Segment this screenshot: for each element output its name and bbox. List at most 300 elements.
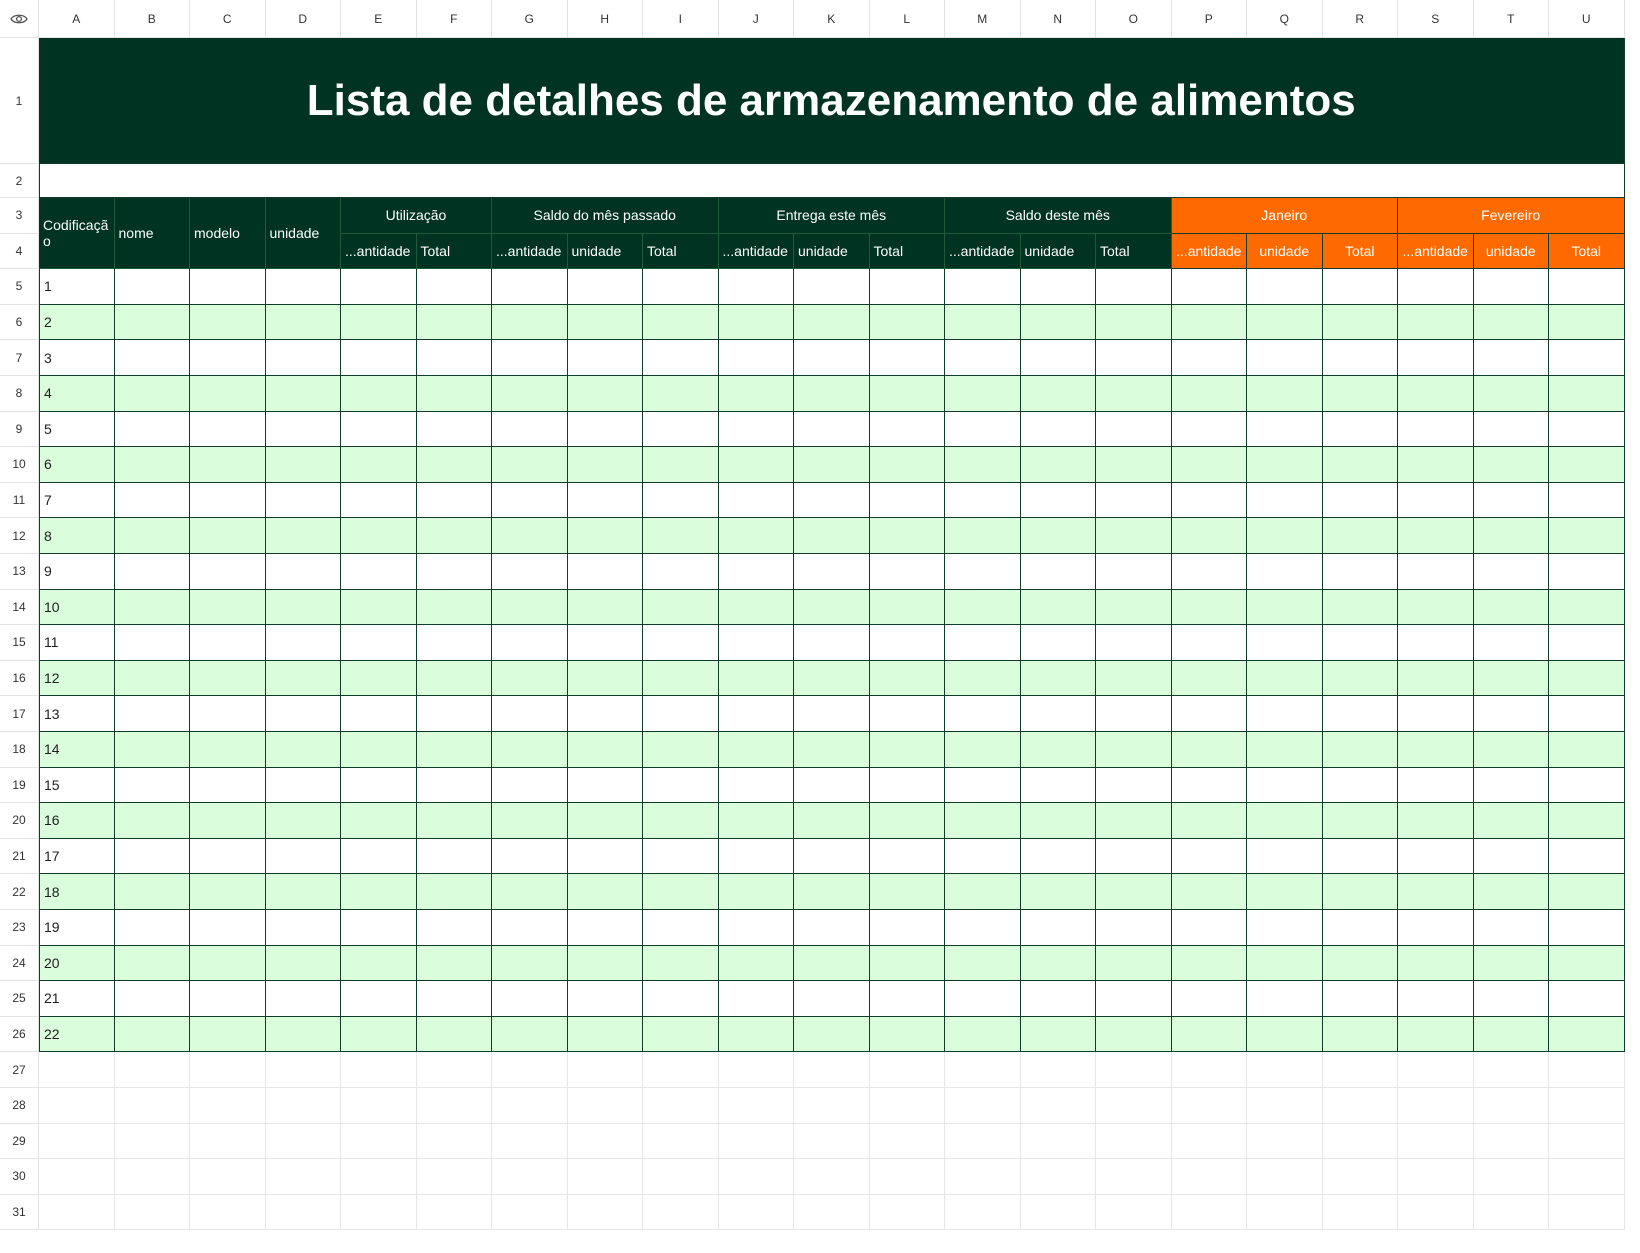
data-cell[interactable]	[794, 340, 870, 376]
data-cell[interactable]	[945, 1017, 1021, 1053]
data-cell[interactable]	[1247, 874, 1323, 910]
data-cell[interactable]	[190, 412, 266, 448]
row-header-16[interactable]: 16	[0, 661, 39, 697]
data-cell[interactable]	[719, 981, 795, 1017]
grid-cell[interactable]	[492, 1159, 568, 1195]
subheader-total[interactable]: Total	[870, 234, 946, 270]
data-cell[interactable]	[266, 590, 342, 626]
row-header-12[interactable]: 12	[0, 518, 39, 554]
data-cell[interactable]	[341, 1017, 417, 1053]
data-cell[interactable]	[1021, 518, 1097, 554]
data-cell[interactable]	[568, 483, 644, 519]
data-cell[interactable]	[492, 946, 568, 982]
data-cell[interactable]	[719, 803, 795, 839]
data-cell[interactable]	[1398, 447, 1474, 483]
data-cell[interactable]	[266, 803, 342, 839]
grid-cell[interactable]	[945, 1052, 1021, 1088]
grid-cell[interactable]	[115, 1159, 191, 1195]
grid-cell[interactable]	[1247, 1159, 1323, 1195]
data-cell[interactable]	[1549, 839, 1625, 875]
data-cell[interactable]	[568, 946, 644, 982]
data-cell[interactable]	[1172, 803, 1248, 839]
grid-cell[interactable]	[190, 1195, 266, 1231]
data-cell[interactable]	[1021, 946, 1097, 982]
data-cell[interactable]	[417, 518, 493, 554]
data-cell[interactable]	[115, 661, 191, 697]
data-cell[interactable]	[341, 981, 417, 1017]
data-cell[interactable]	[417, 803, 493, 839]
data-cell[interactable]	[1474, 590, 1550, 626]
data-cell[interactable]	[1474, 803, 1550, 839]
data-cell[interactable]	[643, 874, 719, 910]
grid-cell[interactable]	[568, 1088, 644, 1124]
data-cell[interactable]	[1247, 946, 1323, 982]
data-cell[interactable]	[417, 661, 493, 697]
data-cell[interactable]	[1247, 1017, 1323, 1053]
data-cell[interactable]	[341, 483, 417, 519]
data-cell[interactable]	[1021, 803, 1097, 839]
data-cell[interactable]	[1323, 447, 1399, 483]
data-cell[interactable]	[568, 376, 644, 412]
row-header-10[interactable]: 10	[0, 447, 39, 483]
data-cell[interactable]	[870, 340, 946, 376]
data-cell[interactable]	[1474, 483, 1550, 519]
data-cell[interactable]	[341, 269, 417, 305]
data-cell[interactable]	[643, 1017, 719, 1053]
data-cell[interactable]	[341, 376, 417, 412]
grid-cell[interactable]	[568, 1052, 644, 1088]
grid-cell[interactable]	[115, 1124, 191, 1160]
data-cell[interactable]	[492, 340, 568, 376]
data-cell[interactable]	[1021, 732, 1097, 768]
grid-cell[interactable]	[1096, 1052, 1172, 1088]
subheader-unidade[interactable]: unidade	[1021, 234, 1097, 270]
data-cell[interactable]	[1549, 910, 1625, 946]
data-cell[interactable]	[190, 590, 266, 626]
data-cell[interactable]	[568, 412, 644, 448]
data-cell[interactable]	[266, 768, 342, 804]
data-cell[interactable]	[1096, 269, 1172, 305]
grid-cell[interactable]	[341, 1052, 417, 1088]
data-cell[interactable]	[1398, 874, 1474, 910]
data-cell[interactable]	[341, 910, 417, 946]
data-cell[interactable]	[1549, 696, 1625, 732]
code-cell[interactable]: 9	[39, 554, 115, 590]
data-cell[interactable]	[417, 483, 493, 519]
data-cell[interactable]	[870, 661, 946, 697]
data-cell[interactable]	[870, 590, 946, 626]
data-cell[interactable]	[643, 447, 719, 483]
data-cell[interactable]	[794, 732, 870, 768]
data-cell[interactable]	[492, 874, 568, 910]
data-cell[interactable]	[190, 554, 266, 590]
grid-cell[interactable]	[870, 1195, 946, 1231]
data-cell[interactable]	[719, 483, 795, 519]
data-cell[interactable]	[794, 554, 870, 590]
grid-cell[interactable]	[341, 1088, 417, 1124]
data-cell[interactable]	[266, 874, 342, 910]
data-cell[interactable]	[492, 447, 568, 483]
data-cell[interactable]	[1172, 696, 1248, 732]
data-cell[interactable]	[794, 768, 870, 804]
data-cell[interactable]	[1021, 447, 1097, 483]
data-cell[interactable]	[190, 518, 266, 554]
sheet-title[interactable]: Lista de detalhes de armazenamento de alimentos	[39, 38, 1625, 164]
data-cell[interactable]	[190, 910, 266, 946]
code-cell[interactable]: 19	[39, 910, 115, 946]
grid-cell[interactable]	[1021, 1088, 1097, 1124]
grid-cell[interactable]	[568, 1195, 644, 1231]
data-cell[interactable]	[190, 981, 266, 1017]
data-cell[interactable]	[1474, 981, 1550, 1017]
grid-cell[interactable]	[1323, 1195, 1399, 1231]
data-cell[interactable]	[190, 305, 266, 341]
data-cell[interactable]	[1549, 483, 1625, 519]
data-cell[interactable]	[1247, 590, 1323, 626]
grid-cell[interactable]	[1172, 1195, 1248, 1231]
grid-cell[interactable]	[1323, 1052, 1399, 1088]
grid-cell[interactable]	[1549, 1159, 1625, 1195]
data-cell[interactable]	[945, 946, 1021, 982]
grid-cell[interactable]	[719, 1088, 795, 1124]
data-cell[interactable]	[568, 732, 644, 768]
data-cell[interactable]	[1021, 590, 1097, 626]
data-cell[interactable]	[1172, 412, 1248, 448]
data-cell[interactable]	[417, 625, 493, 661]
row-header-8[interactable]: 8	[0, 376, 39, 412]
data-cell[interactable]	[417, 447, 493, 483]
data-cell[interactable]	[492, 696, 568, 732]
data-cell[interactable]	[643, 269, 719, 305]
data-cell[interactable]	[1474, 554, 1550, 590]
data-cell[interactable]	[870, 696, 946, 732]
data-cell[interactable]	[794, 376, 870, 412]
data-cell[interactable]	[1474, 661, 1550, 697]
data-cell[interactable]	[1096, 803, 1172, 839]
row-header-21[interactable]: 21	[0, 839, 39, 875]
column-header-k[interactable]: K	[794, 0, 870, 38]
data-cell[interactable]	[341, 305, 417, 341]
grid-cell[interactable]	[719, 1124, 795, 1160]
data-cell[interactable]	[1021, 696, 1097, 732]
subheader-total[interactable]: Total	[1549, 234, 1625, 270]
code-cell[interactable]: 7	[39, 483, 115, 519]
data-cell[interactable]	[417, 874, 493, 910]
row-header-2[interactable]: 2	[0, 164, 39, 198]
data-cell[interactable]	[1021, 554, 1097, 590]
data-cell[interactable]	[568, 590, 644, 626]
column-header-f[interactable]: F	[417, 0, 493, 38]
data-cell[interactable]	[719, 661, 795, 697]
data-cell[interactable]	[1323, 768, 1399, 804]
grid-cell[interactable]	[1021, 1159, 1097, 1195]
data-cell[interactable]	[417, 981, 493, 1017]
grid-cell[interactable]	[115, 1088, 191, 1124]
row-header-1[interactable]: 1	[0, 38, 39, 164]
column-header-p[interactable]: P	[1172, 0, 1248, 38]
grid-cell[interactable]	[870, 1052, 946, 1088]
data-cell[interactable]	[870, 768, 946, 804]
data-cell[interactable]	[945, 590, 1021, 626]
code-cell[interactable]: 10	[39, 590, 115, 626]
data-cell[interactable]	[794, 1017, 870, 1053]
grid-cell[interactable]	[1398, 1159, 1474, 1195]
code-cell[interactable]: 20	[39, 946, 115, 982]
data-cell[interactable]	[719, 946, 795, 982]
grid-cell[interactable]	[266, 1088, 342, 1124]
data-cell[interactable]	[1096, 447, 1172, 483]
data-cell[interactable]	[945, 732, 1021, 768]
data-cell[interactable]	[1021, 874, 1097, 910]
data-cell[interactable]	[1323, 376, 1399, 412]
data-cell[interactable]	[643, 376, 719, 412]
data-cell[interactable]	[266, 696, 342, 732]
grid-cell[interactable]	[39, 1124, 115, 1160]
data-cell[interactable]	[115, 839, 191, 875]
data-cell[interactable]	[1549, 305, 1625, 341]
data-cell[interactable]	[190, 376, 266, 412]
data-cell[interactable]	[794, 910, 870, 946]
data-cell[interactable]	[1247, 305, 1323, 341]
data-cell[interactable]	[115, 447, 191, 483]
grid-cell[interactable]	[719, 1052, 795, 1088]
grid-cell[interactable]	[568, 1159, 644, 1195]
data-cell[interactable]	[417, 269, 493, 305]
data-cell[interactable]	[1172, 661, 1248, 697]
subheader-total[interactable]: Total	[417, 234, 493, 270]
data-cell[interactable]	[719, 269, 795, 305]
data-cell[interactable]	[870, 874, 946, 910]
data-cell[interactable]	[719, 768, 795, 804]
data-cell[interactable]	[719, 412, 795, 448]
data-cell[interactable]	[1398, 1017, 1474, 1053]
grid-cell[interactable]	[39, 1088, 115, 1124]
column-header-o[interactable]: O	[1096, 0, 1172, 38]
data-cell[interactable]	[1323, 412, 1399, 448]
data-cell[interactable]	[1323, 732, 1399, 768]
data-cell[interactable]	[870, 946, 946, 982]
grid-cell[interactable]	[643, 1052, 719, 1088]
data-cell[interactable]	[945, 696, 1021, 732]
data-cell[interactable]	[115, 554, 191, 590]
grid-cell[interactable]	[568, 1124, 644, 1160]
blank-row[interactable]	[39, 164, 1625, 198]
header-group-janeiro[interactable]: Janeiro	[1172, 198, 1399, 234]
data-cell[interactable]	[1474, 269, 1550, 305]
data-cell[interactable]	[945, 981, 1021, 1017]
grid-cell[interactable]	[794, 1052, 870, 1088]
data-cell[interactable]	[568, 1017, 644, 1053]
grid-cell[interactable]	[1398, 1124, 1474, 1160]
data-cell[interactable]	[341, 696, 417, 732]
data-cell[interactable]	[1172, 732, 1248, 768]
data-cell[interactable]	[1323, 803, 1399, 839]
data-cell[interactable]	[1398, 839, 1474, 875]
grid-cell[interactable]	[1398, 1052, 1474, 1088]
data-cell[interactable]	[115, 732, 191, 768]
grid-cell[interactable]	[1247, 1124, 1323, 1160]
data-cell[interactable]	[1021, 483, 1097, 519]
data-cell[interactable]	[719, 696, 795, 732]
grid-cell[interactable]	[1096, 1195, 1172, 1231]
data-cell[interactable]	[870, 305, 946, 341]
grid-cell[interactable]	[794, 1088, 870, 1124]
grid-cell[interactable]	[1172, 1159, 1248, 1195]
header-group-utilizacao[interactable]: Utilização	[341, 198, 492, 234]
data-cell[interactable]	[1323, 661, 1399, 697]
data-cell[interactable]	[643, 625, 719, 661]
data-cell[interactable]	[115, 803, 191, 839]
data-cell[interactable]	[794, 661, 870, 697]
subheader-quantidade[interactable]: ...antidade	[1398, 234, 1474, 270]
data-cell[interactable]	[266, 305, 342, 341]
data-cell[interactable]	[870, 839, 946, 875]
data-cell[interactable]	[341, 732, 417, 768]
data-cell[interactable]	[190, 269, 266, 305]
data-cell[interactable]	[794, 269, 870, 305]
row-header-27[interactable]: 27	[0, 1052, 39, 1088]
column-header-h[interactable]: H	[568, 0, 644, 38]
column-header-n[interactable]: N	[1021, 0, 1097, 38]
data-cell[interactable]	[945, 412, 1021, 448]
data-cell[interactable]	[643, 590, 719, 626]
data-cell[interactable]	[190, 946, 266, 982]
data-cell[interactable]	[719, 732, 795, 768]
grid-cell[interactable]	[1549, 1088, 1625, 1124]
data-cell[interactable]	[1398, 590, 1474, 626]
data-cell[interactable]	[115, 305, 191, 341]
data-cell[interactable]	[794, 447, 870, 483]
data-cell[interactable]	[1474, 340, 1550, 376]
data-cell[interactable]	[1398, 376, 1474, 412]
data-cell[interactable]	[1549, 768, 1625, 804]
code-cell[interactable]: 16	[39, 803, 115, 839]
grid-cell[interactable]	[794, 1124, 870, 1160]
data-cell[interactable]	[1021, 412, 1097, 448]
data-cell[interactable]	[190, 447, 266, 483]
row-header-13[interactable]: 13	[0, 554, 39, 590]
grid-cell[interactable]	[39, 1159, 115, 1195]
grid-cell[interactable]	[945, 1124, 1021, 1160]
code-cell[interactable]: 21	[39, 981, 115, 1017]
data-cell[interactable]	[417, 590, 493, 626]
grid-cell[interactable]	[794, 1195, 870, 1231]
grid-cell[interactable]	[1549, 1052, 1625, 1088]
data-cell[interactable]	[115, 946, 191, 982]
data-cell[interactable]	[1172, 981, 1248, 1017]
grid-cell[interactable]	[643, 1159, 719, 1195]
grid-cell[interactable]	[1247, 1195, 1323, 1231]
data-cell[interactable]	[1247, 483, 1323, 519]
data-cell[interactable]	[719, 518, 795, 554]
data-cell[interactable]	[1474, 874, 1550, 910]
data-cell[interactable]	[417, 305, 493, 341]
grid-cell[interactable]	[1474, 1088, 1550, 1124]
grid-cell[interactable]	[190, 1159, 266, 1195]
data-cell[interactable]	[945, 839, 1021, 875]
grid-cell[interactable]	[1323, 1124, 1399, 1160]
data-cell[interactable]	[115, 483, 191, 519]
data-cell[interactable]	[1021, 1017, 1097, 1053]
code-cell[interactable]: 12	[39, 661, 115, 697]
data-cell[interactable]	[1549, 340, 1625, 376]
data-cell[interactable]	[568, 981, 644, 1017]
data-cell[interactable]	[492, 803, 568, 839]
data-cell[interactable]	[266, 981, 342, 1017]
grid-cell[interactable]	[719, 1159, 795, 1195]
subheader-quantidade[interactable]: ...antidade	[341, 234, 417, 270]
subheader-unidade[interactable]: unidade	[794, 234, 870, 270]
data-cell[interactable]	[945, 269, 1021, 305]
data-cell[interactable]	[266, 554, 342, 590]
data-cell[interactable]	[266, 946, 342, 982]
data-cell[interactable]	[1398, 625, 1474, 661]
data-cell[interactable]	[1172, 946, 1248, 982]
grid-cell[interactable]	[266, 1052, 342, 1088]
data-cell[interactable]	[341, 803, 417, 839]
row-header-31[interactable]: 31	[0, 1195, 39, 1231]
grid-cell[interactable]	[1474, 1159, 1550, 1195]
data-cell[interactable]	[1398, 732, 1474, 768]
data-cell[interactable]	[115, 340, 191, 376]
data-cell[interactable]	[1323, 839, 1399, 875]
data-cell[interactable]	[1021, 625, 1097, 661]
grid-cell[interactable]	[1549, 1124, 1625, 1160]
grid-cell[interactable]	[1021, 1195, 1097, 1231]
data-cell[interactable]	[568, 340, 644, 376]
data-cell[interactable]	[870, 981, 946, 1017]
data-cell[interactable]	[1474, 518, 1550, 554]
column-header-m[interactable]: M	[945, 0, 1021, 38]
data-cell[interactable]	[417, 839, 493, 875]
data-cell[interactable]	[115, 696, 191, 732]
data-cell[interactable]	[1247, 839, 1323, 875]
data-cell[interactable]	[115, 874, 191, 910]
data-cell[interactable]	[945, 625, 1021, 661]
header-modelo[interactable]: modelo	[190, 198, 266, 269]
data-cell[interactable]	[794, 946, 870, 982]
row-header-22[interactable]: 22	[0, 874, 39, 910]
data-cell[interactable]	[492, 376, 568, 412]
data-cell[interactable]	[341, 590, 417, 626]
data-cell[interactable]	[1172, 554, 1248, 590]
data-cell[interactable]	[1398, 412, 1474, 448]
data-cell[interactable]	[719, 910, 795, 946]
data-cell[interactable]	[1474, 839, 1550, 875]
data-cell[interactable]	[1323, 696, 1399, 732]
data-cell[interactable]	[190, 803, 266, 839]
data-cell[interactable]	[870, 803, 946, 839]
data-cell[interactable]	[1247, 518, 1323, 554]
data-cell[interactable]	[1247, 340, 1323, 376]
data-cell[interactable]	[417, 1017, 493, 1053]
grid-cell[interactable]	[39, 1195, 115, 1231]
grid-cell[interactable]	[492, 1088, 568, 1124]
data-cell[interactable]	[1172, 910, 1248, 946]
data-cell[interactable]	[1247, 269, 1323, 305]
data-cell[interactable]	[1398, 518, 1474, 554]
data-cell[interactable]	[1323, 625, 1399, 661]
data-cell[interactable]	[492, 625, 568, 661]
data-cell[interactable]	[492, 590, 568, 626]
column-header-r[interactable]: R	[1323, 0, 1399, 38]
data-cell[interactable]	[719, 839, 795, 875]
data-cell[interactable]	[1096, 518, 1172, 554]
data-cell[interactable]	[115, 518, 191, 554]
data-cell[interactable]	[1247, 732, 1323, 768]
code-cell[interactable]: 14	[39, 732, 115, 768]
grid-cell[interactable]	[1172, 1088, 1248, 1124]
